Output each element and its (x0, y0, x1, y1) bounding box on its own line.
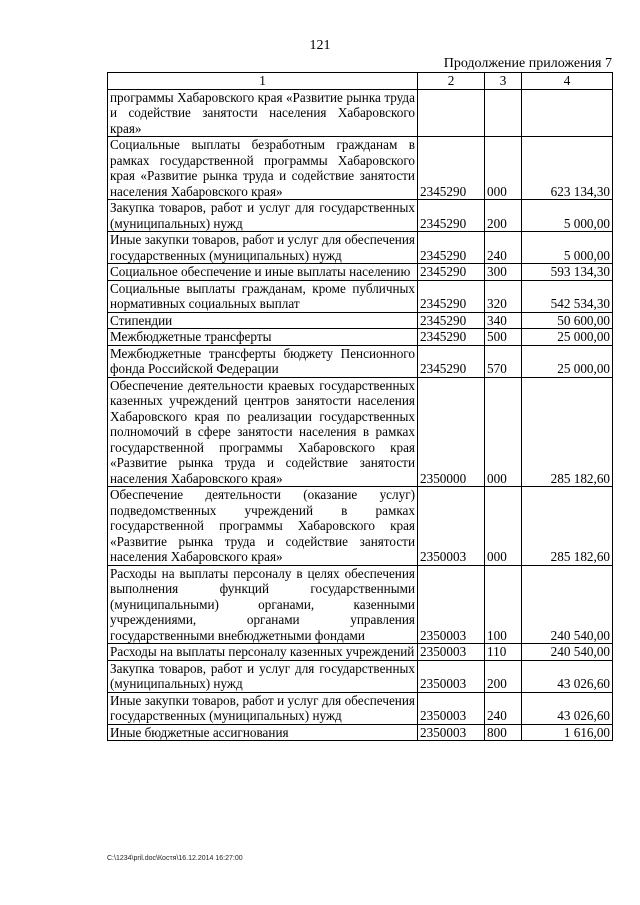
row-target-code: 2350003 (418, 660, 485, 692)
table-row (108, 487, 613, 566)
table-row (108, 312, 613, 329)
row-target-code: 2345290 (418, 137, 485, 200)
row-expense-type: 100 (485, 565, 522, 644)
row-target-code: 2350000 (418, 377, 485, 487)
row-amount: 542 534,30 (522, 280, 613, 312)
row-expense-type: 110 (485, 644, 522, 661)
table-row (108, 692, 613, 724)
row-description: Расходы на выплаты персоналу казенных учреждений (108, 644, 418, 661)
table-row (108, 89, 613, 137)
row-target-code: 2350003 (418, 487, 485, 566)
row-amount: 240 540,00 (522, 644, 613, 661)
row-description: Межбюджетные трансферты бюджету Пенсионного фонда Российской Федерации (108, 345, 418, 377)
row-amount: 593 134,30 (522, 264, 613, 281)
row-amount: 285 182,60 (522, 487, 613, 566)
table-row (108, 660, 613, 692)
page-number: 121 (309, 38, 331, 53)
row-description: Социальные выплаты безработным гражданам в рамках государственной программы Хабаровского края «Развитие рынка труда и содействие занятости населения Хабаровского края» (108, 137, 418, 200)
row-expense-type: 000 (485, 377, 522, 487)
table-row (108, 232, 613, 264)
row-amount: 623 134,30 (522, 137, 613, 200)
row-amount: 240 540,00 (522, 565, 613, 644)
row-description: Социальные выплаты гражданам, кроме публичных нормативных социальных выплат (108, 280, 418, 312)
row-description: Закупка товаров, работ и услуг для государственных (муниципальных) нужд (108, 660, 418, 692)
row-expense-type: 500 (485, 329, 522, 346)
header-col-1: 1 (108, 73, 418, 90)
row-target-code (418, 89, 485, 137)
row-amount (522, 89, 613, 137)
table-row (108, 345, 613, 377)
row-amount: 50 600,00 (522, 312, 613, 329)
continuation-label: Продолжение приложения 7 (443, 56, 612, 71)
row-expense-type (485, 89, 522, 137)
row-description: Закупка товаров, работ и услуг для государственных (муниципальных) нужд (108, 200, 418, 232)
row-expense-type: 200 (485, 660, 522, 692)
row-expense-type: 240 (485, 232, 522, 264)
row-expense-type: 570 (485, 345, 522, 377)
table-row (108, 724, 613, 741)
header-col-4: 4 (522, 73, 613, 90)
row-expense-type: 800 (485, 724, 522, 741)
row-target-code: 2345290 (418, 232, 485, 264)
file-path-footer: C:\1234\pril.doc\Костя\16.12.2014 16:27:00 (107, 855, 243, 862)
row-amount: 1 616,00 (522, 724, 613, 741)
row-amount: 25 000,00 (522, 329, 613, 346)
row-target-code: 2345290 (418, 345, 485, 377)
row-description: программы Хабаровского края «Развитие рынка труда и содействие занятости населения Хабаровского края» (108, 89, 418, 137)
row-target-code: 2350003 (418, 692, 485, 724)
row-expense-type: 340 (485, 312, 522, 329)
row-description: Обеспечение деятельности краевых государственных казенных учреждений центров занятости населения Хабаровского края по реализации государственных полномочий в сфере занятости населения в рамках государственной программы Хабаровского края «Развитие рынка труда и содействие занятости населения Хабаровского края» (108, 377, 418, 487)
table-row (108, 565, 613, 644)
row-amount: 43 026,60 (522, 692, 613, 724)
row-description: Стипендии (108, 312, 418, 329)
table-row (108, 644, 613, 661)
budget-table (107, 72, 613, 741)
table-row (108, 200, 613, 232)
table-row (108, 264, 613, 281)
row-expense-type: 240 (485, 692, 522, 724)
table-row (108, 280, 613, 312)
row-description: Иные закупки товаров, работ и услуг для обеспечения государственных (муниципальных) нужд (108, 692, 418, 724)
row-description: Обеспечение деятельности (оказание услуг) подведомственных учреждений в рамках государственной программы Хабаровского края «Развитие рынка труда и содействие занятости населения Хабаровского края» (108, 487, 418, 566)
row-description: Межбюджетные трансферты (108, 329, 418, 346)
row-amount: 5 000,00 (522, 232, 613, 264)
row-target-code: 2345290 (418, 312, 485, 329)
row-amount: 25 000,00 (522, 345, 613, 377)
row-target-code: 2350003 (418, 644, 485, 661)
row-description: Иные закупки товаров, работ и услуг для обеспечения государственных (муниципальных) нужд (108, 232, 418, 264)
table-row (108, 329, 613, 346)
row-target-code: 2350003 (418, 565, 485, 644)
table-row (108, 137, 613, 200)
row-description: Расходы на выплаты персоналу в целях обеспечения выполнения функций государственными (муниципальными) органами, казенными учреждениями, органами управления государственными внебюджетными фондами (108, 565, 418, 644)
header-col-3: 3 (485, 73, 522, 90)
row-description: Иные бюджетные ассигнования (108, 724, 418, 741)
row-expense-type: 000 (485, 487, 522, 566)
row-amount: 43 026,60 (522, 660, 613, 692)
table-header-row (108, 73, 613, 90)
row-target-code: 2345290 (418, 280, 485, 312)
row-target-code: 2345290 (418, 329, 485, 346)
row-target-code: 2345290 (418, 200, 485, 232)
row-expense-type: 320 (485, 280, 522, 312)
row-amount: 5 000,00 (522, 200, 613, 232)
row-target-code: 2345290 (418, 264, 485, 281)
row-expense-type: 000 (485, 137, 522, 200)
table-row (108, 377, 613, 487)
row-description: Социальное обеспечение и иные выплаты населению (108, 264, 418, 281)
row-target-code: 2350003 (418, 724, 485, 741)
row-amount: 285 182,60 (522, 377, 613, 487)
header-col-2: 2 (418, 73, 485, 90)
row-expense-type: 200 (485, 200, 522, 232)
row-expense-type: 300 (485, 264, 522, 281)
